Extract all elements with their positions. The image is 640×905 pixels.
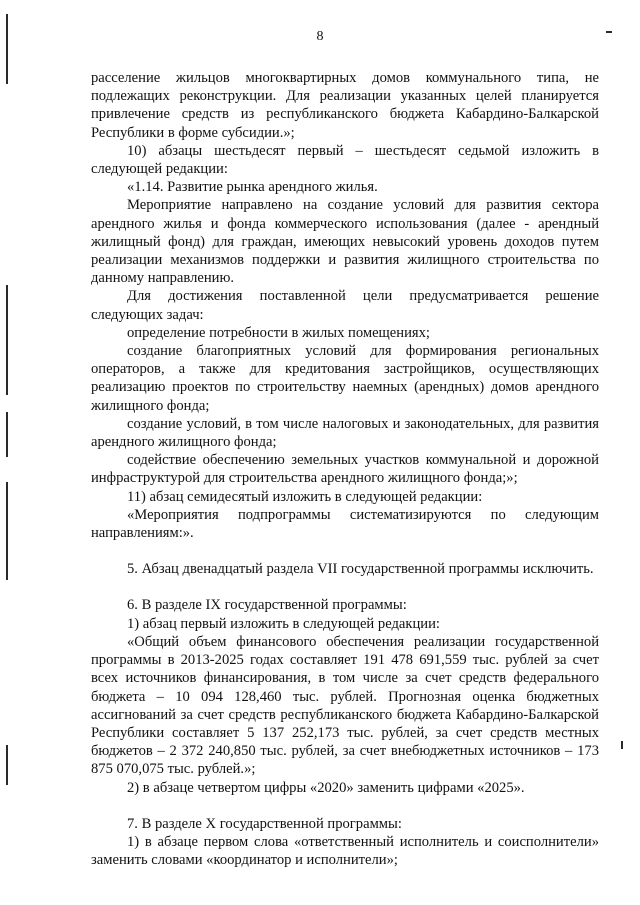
- paragraph: определение потребности в жилых помещениях;: [127, 324, 430, 341]
- scan-edge-mark: [6, 14, 8, 84]
- paragraph: «Общий объем финансового обеспечения реализации государственной программы в 2013-2025 годах составляет 191 478 691,559 тыс. рублей за счет всех источников финансирования, в том числе за счет средств федерального бюджета – 10 094 128,460 тыс. рублей. Прогнозная оценка бюджетных ассигнований за счет средств республиканского бюджета Кабардино-Балкарской Республики составляет 5 137 252,173 тыс. рублей, за счет средств местных бюджетов – 2 372 240,850 тыс. рублей, за счет внебюджетных источников – 173 875 070,075 тыс. рублей.»;: [91, 633, 599, 778]
- page-number: 8: [316, 29, 324, 44]
- scan-edge-mark: [6, 482, 8, 580]
- paragraph: Для достижения поставленной цели предусматривается решение следующих задач:: [91, 288, 599, 323]
- paragraph: создание благоприятных условий для формирования региональных операторов, а также для кредитования застройщиков, осуществляющих реализацию проектов по строительству наемных (арендных) домов арендного жилищного фонда;: [91, 343, 599, 414]
- paragraph: расселение жильцов многоквартирных домов коммунального типа, не подлежащих реконструкции. Для реализации указанных целей планируется привлечение средств из республиканского бюджета Кабардино-Балкарской Республики в форме субсидии.»;: [91, 70, 599, 141]
- paragraph: 11) абзац семидесятый изложить в следующей редакции:: [127, 488, 483, 505]
- paragraph: 7. В разделе X государственной программы:: [127, 815, 402, 832]
- scan-edge-mark: [6, 285, 8, 395]
- paragraph: 5. Абзац двенадцатый раздела VII государственной программы исключить.: [127, 561, 594, 578]
- paragraph: содействие обеспечению земельных участков коммунальной и дорожной инфраструктурой для строительства арендного жилищного фонда;»;: [91, 452, 599, 487]
- paragraph: создание условий, в том числе налоговых и законодательных, для развития арендного жилищного фонда;: [91, 415, 599, 451]
- scan-edge-mark: [6, 412, 8, 457]
- document-body: [91, 69, 599, 869]
- paragraph: 2) в абзаце четвертом цифры «2020» заменить цифрами «2025».: [127, 779, 525, 796]
- paragraph: 1) в абзаце первом слова «ответственный исполнитель и соисполнители» заменить словами «координатор и исполнители»;: [91, 833, 599, 869]
- paragraph: 1) абзац первый изложить в следующей редакции:: [127, 615, 440, 632]
- paragraph: 6. В разделе IX государственной программы:: [127, 597, 407, 614]
- scan-edge-mark: [621, 741, 623, 749]
- paragraph: «Мероприятия подпрограммы систематизируются по следующим направлениям:».: [91, 506, 599, 542]
- paragraph: «1.14. Развитие рынка арендного жилья.: [127, 179, 378, 196]
- scan-edge-mark: [6, 745, 8, 785]
- paragraph: 10) абзацы шестьдесят первый – шестьдесят седьмой изложить в следующей редакции:: [91, 142, 599, 178]
- paragraph: Мероприятие направлено на создание условий для развития сектора арендного жилья и фонда коммерческого использования (далее - арендный жилищный фонд) для граждан, имеющих невысокий уровень доходов путем реализации механизмов поддержки и развития жилищного строительства по данному направлению.: [91, 197, 599, 287]
